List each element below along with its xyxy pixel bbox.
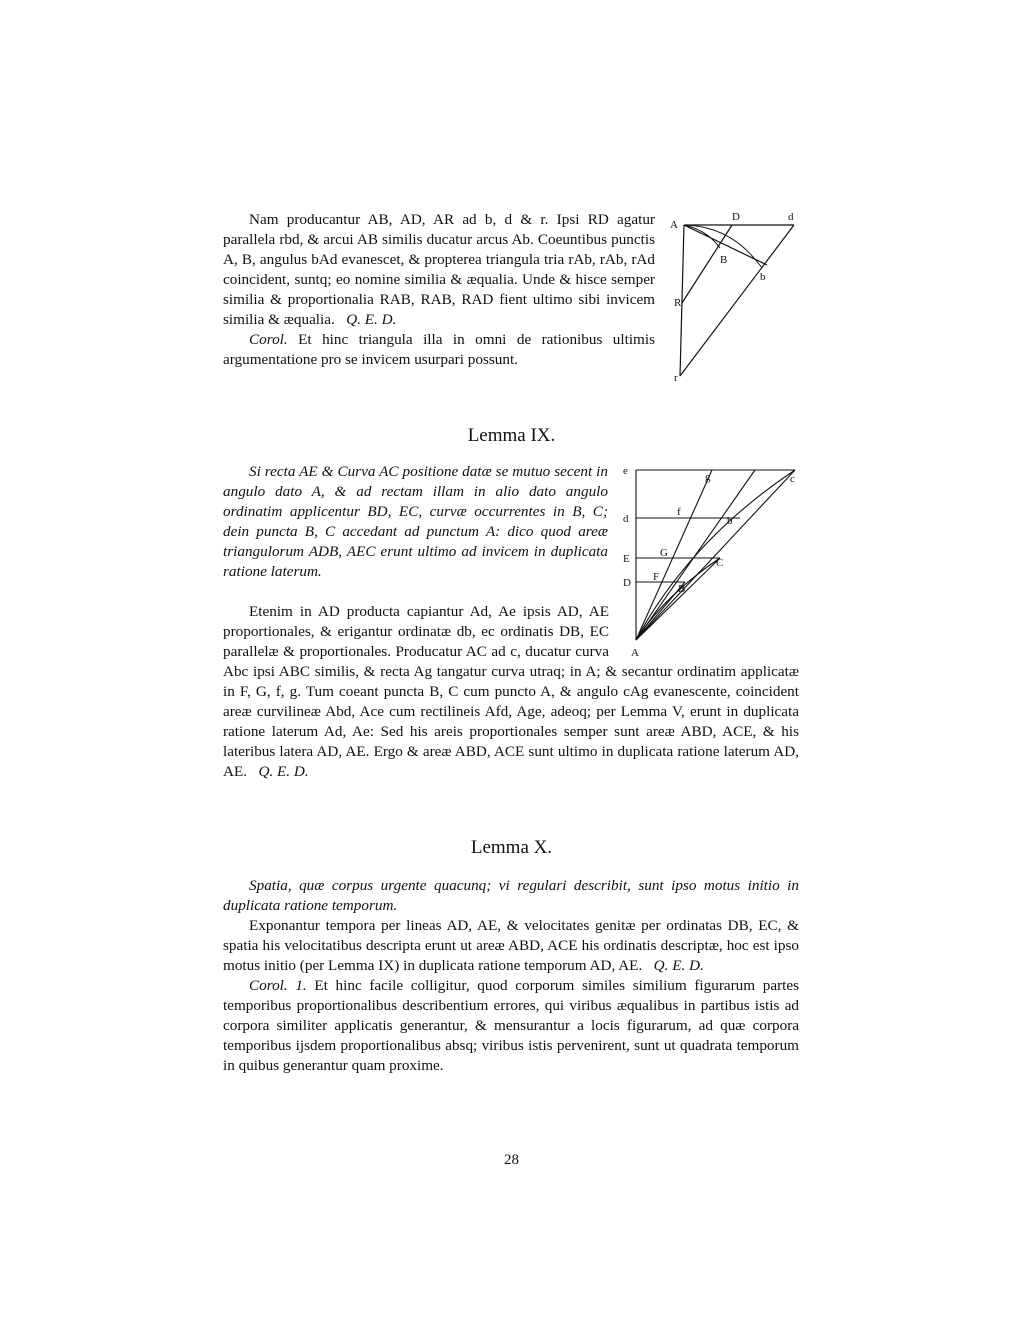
- arc-AB: [684, 225, 720, 248]
- lemma9-statement: Si recta AE & Curva AC positione datæ se mutuo secent in angulo dato A, & ad rectam illam in alio dato angulo ordinatim applicentur BD, EC, curvæ occurrentes in B, C; dein puncta B, C accedant ad punctum A: dico quod areæ triangulorum ADB, AEC erunt ultimo ad invicem in duplicata ratione laterum.: [223, 463, 608, 580]
- label-D: D: [732, 211, 740, 223]
- figure-2: [620, 460, 805, 660]
- label-B: B: [678, 583, 686, 595]
- label-b: b: [760, 271, 766, 283]
- label-r: r: [674, 372, 678, 384]
- lemma10-corollary-text: Et hinc facile colligitur, quod corporum similes similium figurarum partes temporibus proportionalibus describentium errores, qui viribus æqualibus in partibus istis ad corpora similiter applicatis generantur, & mensurantur a locis figurarum, ad quæ corpora temporibus ijsdem proportionalibus absq; viribus istis pervenirent, sunt ut quadrata temporum in quibus generantur quam proxime.: [223, 977, 800, 1074]
- lemma10-qed: Q. E. D.: [653, 957, 704, 974]
- lemma9-top-text: [223, 462, 608, 582]
- lemma10-proof: [223, 916, 799, 976]
- lemma10-statement: Spatia, quæ corpus urgente quacunq; vi regulari describit, sunt ipso motus initio in duplicata ratione temporum.: [223, 877, 799, 914]
- section1-qed: Q. E. D.: [346, 311, 397, 328]
- section1-corollary: [223, 330, 655, 370]
- label-c: c: [790, 473, 795, 485]
- section1-paragraph: [223, 210, 655, 330]
- label-C: C: [716, 557, 724, 569]
- lemma9-proof-text: Etenim in AD producta capiantur Ad, Ae ipsis AD, AE proportionales, & erigantur ordinatæ db, ec ordinatis DB, EC parallelæ & proportionales. Producatur AC ad c, ducatur curva Abc ipsi ABC similis, & recta Ag tangatur curva utraq; in A; & secantur ordinatim applicatæ in F, G, f, g. Tum coeant puncta B, C cum puncto A, & angulo cAg evanescente, coincident areæ curvilineæ Abd, Ace cum rectilineis Afd, Age, adeoq; per Lemma V, erunt in duplicata ratione laterum Ad, Ae: Sed his areis proportionales semper sunt areæ ABD, ACE, & his lateribus latera AD, AE. Ergo & areæ ABD, ACE sunt ultimo in duplicata ratione laterum AD, AE.: [223, 603, 799, 780]
- corollary-text: Et hinc triangula illa in omni de rationibus ultimis argumentatione pro se invicem usurpari possunt.: [223, 331, 655, 368]
- label-E: E: [623, 553, 630, 565]
- line-AC: [636, 558, 720, 640]
- label-A: A: [631, 647, 639, 659]
- label-R: R: [674, 297, 682, 309]
- section1-text: [223, 210, 655, 370]
- lemma10-text: [223, 876, 799, 1076]
- label-f: f: [677, 506, 681, 518]
- label-F: F: [653, 571, 660, 583]
- lemma10-title: Lemma X.: [470, 837, 553, 858]
- section1-paragraph-text: Nam producantur AB, AD, AR ad b, d & r. Ipsi RD agatur parallela rbd, & arcui AB similis ducatur arcus Ab. Coeuntibus punctis A, B, angulus bAd evanescet, & propterea triangula tria rAb, rAb, rAd coincident, suntq; eo nomine similia & æqualia. Unde & hisce semper similia & proportionalia RAB, RAB, RAD fient ultimo sibi invicem similia & æqualia.: [223, 211, 655, 328]
- label-A: A: [670, 219, 678, 231]
- lemma9-title: Lemma IX.: [467, 425, 556, 446]
- label-e: e: [623, 465, 628, 477]
- page-number: 28: [504, 1152, 519, 1168]
- corollary-label: Corol.: [249, 331, 288, 348]
- lemma10-corollary-label: Corol. 1.: [249, 977, 307, 994]
- label-b: b: [727, 515, 733, 527]
- line-rbd: [680, 225, 794, 376]
- label-B: B: [720, 254, 728, 266]
- figure-1: [662, 208, 802, 393]
- lemma9-qed: Q. E. D.: [258, 763, 309, 780]
- label-D: D: [623, 577, 631, 589]
- lemma10-proof-text: Exponantur tempora per lineas AD, AE, & velocitates genitæ per ordinatas DB, EC, & spatia his velocitatibus descripta erunt ut areæ ABD, ACE his ordinatis descriptæ, hoc est ipso motus initio (per Lemma IX) in duplicata ratione temporum AD, AE.: [223, 917, 799, 974]
- label-d: d: [623, 513, 629, 525]
- tangent-Ag: [636, 470, 712, 640]
- lemma10-corollary: [223, 976, 799, 1076]
- label-g: g: [705, 471, 711, 483]
- label-G: G: [660, 547, 668, 559]
- label-d: d: [788, 211, 794, 223]
